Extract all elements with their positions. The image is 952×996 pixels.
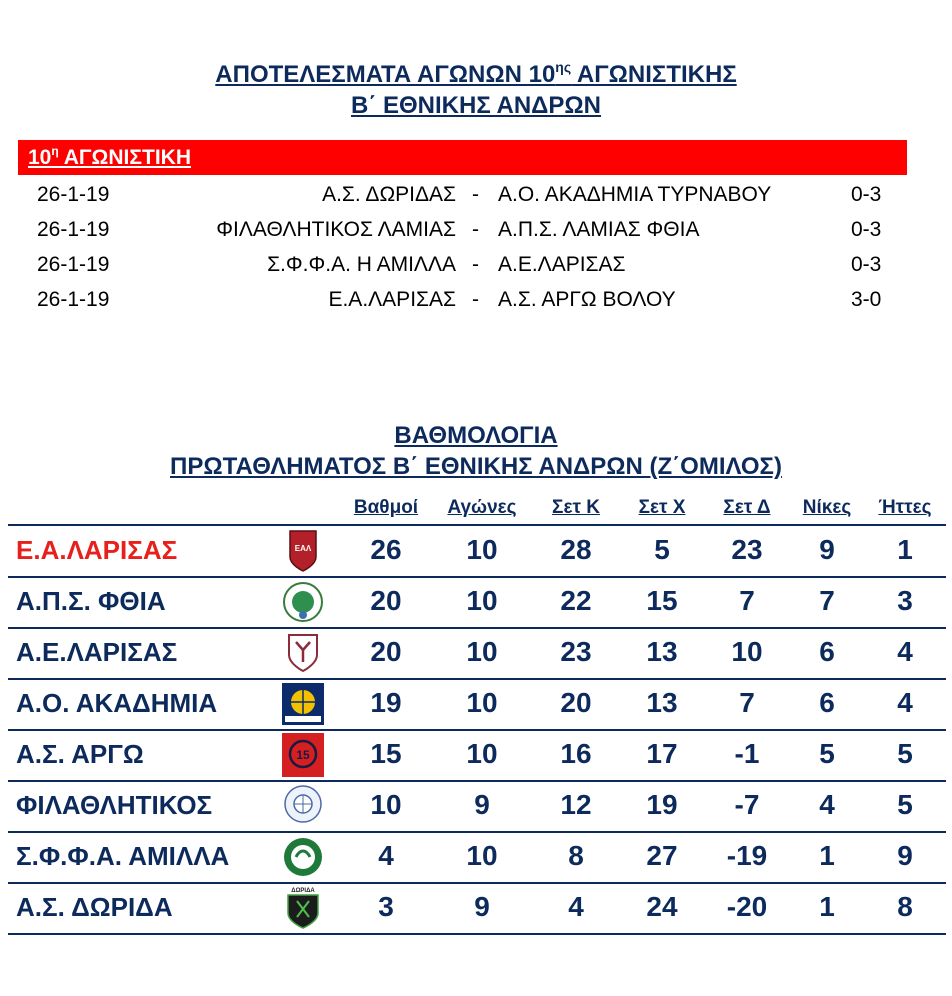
stat-cell: 9 (474, 789, 490, 820)
match-date: 26-1-19 (37, 253, 110, 276)
stat-cell: 6 (819, 636, 835, 667)
stat-cell: 9 (819, 534, 835, 565)
stat-cell: 28 (560, 534, 592, 565)
match-score: 0-3 (851, 218, 882, 241)
stat-cell: 23 (560, 636, 592, 667)
stat-cell: 15 (646, 585, 678, 616)
match-date: 26-1-19 (37, 218, 110, 241)
table-divider (8, 933, 946, 935)
match-home-team: Α.Σ. ΔΩΡΙΔΑΣ (322, 183, 456, 206)
match-away-team: Α.Ε.ΛΑΡΙΣΑΣ (498, 253, 626, 276)
column-header: Βαθμοί (353, 497, 419, 518)
stat-cell: 9 (897, 840, 913, 871)
match-row (0, 282, 952, 317)
standings-row (0, 526, 952, 576)
team-name: Α.Π.Σ. ΦΘΙΑ (16, 586, 166, 616)
standings-row (0, 883, 952, 933)
stat-cell: 3 (378, 891, 394, 922)
stat-cell: 20 (370, 585, 402, 616)
match-separator: - (472, 218, 479, 241)
ael-shield-logo (281, 630, 325, 676)
stat-cell: 10 (466, 636, 498, 667)
team-name: Α.Ε.ΛΑΡΙΣΑΣ (16, 637, 178, 667)
match-home-team: Ε.Α.ΛΑΡΙΣΑΣ (328, 288, 456, 311)
stat-cell: 20 (370, 636, 402, 667)
akadimia-volleyball-logo (281, 681, 325, 727)
stat-cell: 19 (646, 789, 678, 820)
team-name: Α.Ο. ΑΚΑΔΗΜΙΑ (16, 688, 218, 718)
column-header: Σετ Δ (723, 497, 771, 518)
stat-cell: 5 (654, 534, 670, 565)
match-away-team: Α.Π.Σ. ΛΑΜΙΑΣ ΦΘΙΑ (498, 218, 700, 241)
match-separator: - (472, 253, 479, 276)
stat-cell: -19 (726, 840, 768, 871)
stat-cell: 22 (560, 585, 592, 616)
results-title: ΑΠΟΤΕΛΕΣΜΑΤΑ ΑΓΩΝΩΝ $10^{\eta\varsigma}$ ΑΓΩΝΙΣΤΙΚΗΣ Β΄ ΕΘΝΙΚΗΣ ΑΝΔΡΩΝ (215, 59, 737, 119)
match-separator: - (472, 288, 479, 311)
match-separator: - (472, 183, 479, 206)
svg-text:15: 15 (296, 748, 310, 762)
stat-cell: 8 (897, 891, 913, 922)
stat-cell: -20 (726, 891, 768, 922)
stat-cell: 9 (474, 891, 490, 922)
dorida-shield-logo (281, 885, 325, 931)
standings-row (0, 832, 952, 882)
standings-title: ΒΑΘΜΟΛΟΓΙΑ ΠΡΩΤΑΘΛΗΜΑΤΟΣ Β΄ ΕΘΝΙΚΗΣ ΑΝΔΡΩΝ (Ζ΄ΟΜΙΛΟΣ) (170, 422, 782, 480)
team-name: ΦΙΛΑΘΛΗΤΙΚΟΣ (16, 790, 213, 820)
stat-cell: 10 (466, 840, 498, 871)
stat-cell: 3 (897, 585, 913, 616)
stat-cell: 8 (568, 840, 584, 871)
match-date: 26-1-19 (37, 288, 110, 311)
team-name: Σ.Φ.Φ.Α. ΑΜΙΛΛΑ (16, 841, 230, 871)
team-name: Α.Σ. ΔΩΡΙΔΑ (16, 892, 173, 922)
team-name: Α.Σ. ΑΡΓΩ (16, 739, 144, 769)
match-score: 0-3 (851, 183, 882, 206)
match-home-team: ΦΙΛΑΘΛΗΤΙΚΟΣ ΛΑΜΙΑΣ (216, 218, 456, 241)
stat-cell: 24 (646, 891, 678, 922)
stat-cell: 4 (897, 636, 913, 667)
eal-shield-logo (281, 528, 325, 574)
stat-cell: 4 (378, 840, 394, 871)
match-home-team: Σ.Φ.Φ.Α. Η ΑΜΙΛΛΑ (267, 253, 456, 276)
standings-row (0, 628, 952, 678)
column-header: Αγώνες (447, 497, 517, 518)
stat-cell: 26 (370, 534, 402, 565)
column-header: Νίκες (802, 497, 852, 518)
match-away-team: Α.Ο. ΑΚΑΔΗΜΙΑ ΤΥΡΝΑΒΟΥ (498, 183, 772, 206)
column-header: Σετ Χ (638, 497, 686, 518)
stat-cell: 12 (560, 789, 592, 820)
match-row (0, 247, 952, 282)
argo-red-logo (281, 732, 325, 778)
match-date: 26-1-19 (37, 183, 110, 206)
standings-row (0, 577, 952, 627)
stat-cell: 13 (646, 636, 678, 667)
round-label: $10^\eta$ ΑΓΩΝΙΣΤΙΚΗ (28, 144, 191, 169)
stat-cell: 13 (646, 687, 678, 718)
stat-cell: 1 (819, 840, 835, 871)
match-row (0, 177, 952, 212)
stat-cell: 10 (466, 687, 498, 718)
stat-cell: -7 (734, 789, 760, 820)
amilla-green-logo (281, 834, 325, 880)
stat-cell: 27 (646, 840, 678, 871)
aps-fthia-round-logo (281, 579, 325, 625)
stat-cell: 5 (897, 789, 913, 820)
round-header-bar (18, 140, 907, 175)
match-score: 3-0 (851, 288, 882, 311)
filathlitikos-volleyball-logo (281, 783, 325, 829)
column-header: Ήττες (878, 497, 932, 518)
stat-cell: 1 (819, 891, 835, 922)
stat-cell: 17 (646, 738, 678, 769)
stat-cell: 1 (897, 534, 913, 565)
stat-cell: 10 (466, 534, 498, 565)
column-header: Σετ Κ (552, 497, 600, 518)
stat-cell: 4 (568, 891, 584, 922)
stat-cell: 5 (819, 738, 835, 769)
team-name: Ε.Α.ΛΑΡΙΣΑΣ (16, 535, 178, 565)
stat-cell: 23 (731, 534, 763, 565)
stat-cell: 7 (739, 585, 755, 616)
stat-cell: 19 (370, 687, 402, 718)
standings-row (0, 781, 952, 831)
stat-cell: 7 (739, 687, 755, 718)
stat-cell: 15 (370, 738, 402, 769)
stat-cell: 20 (560, 687, 592, 718)
stat-cell: 10 (466, 738, 498, 769)
stat-cell: 4 (819, 789, 835, 820)
standings-row (0, 730, 952, 780)
stat-cell: -1 (734, 738, 760, 769)
match-away-team: Α.Σ. ΑΡΓΩ ΒΟΛΟΥ (498, 288, 676, 311)
stat-cell: 4 (897, 687, 913, 718)
stat-cell: 10 (731, 636, 763, 667)
stat-cell: 10 (370, 789, 402, 820)
match-row (0, 212, 952, 247)
match-score: 0-3 (851, 253, 882, 276)
stat-cell: 10 (466, 585, 498, 616)
stat-cell: 16 (560, 738, 592, 769)
standings-row (0, 679, 952, 729)
stat-cell: 7 (819, 585, 835, 616)
svg-text:ΔΩΡΙΔΑ: ΔΩΡΙΔΑ (291, 888, 315, 894)
stat-cell: 5 (897, 738, 913, 769)
svg-text:ΕΑΛ: ΕΑΛ (294, 544, 312, 553)
stat-cell: 6 (819, 687, 835, 718)
